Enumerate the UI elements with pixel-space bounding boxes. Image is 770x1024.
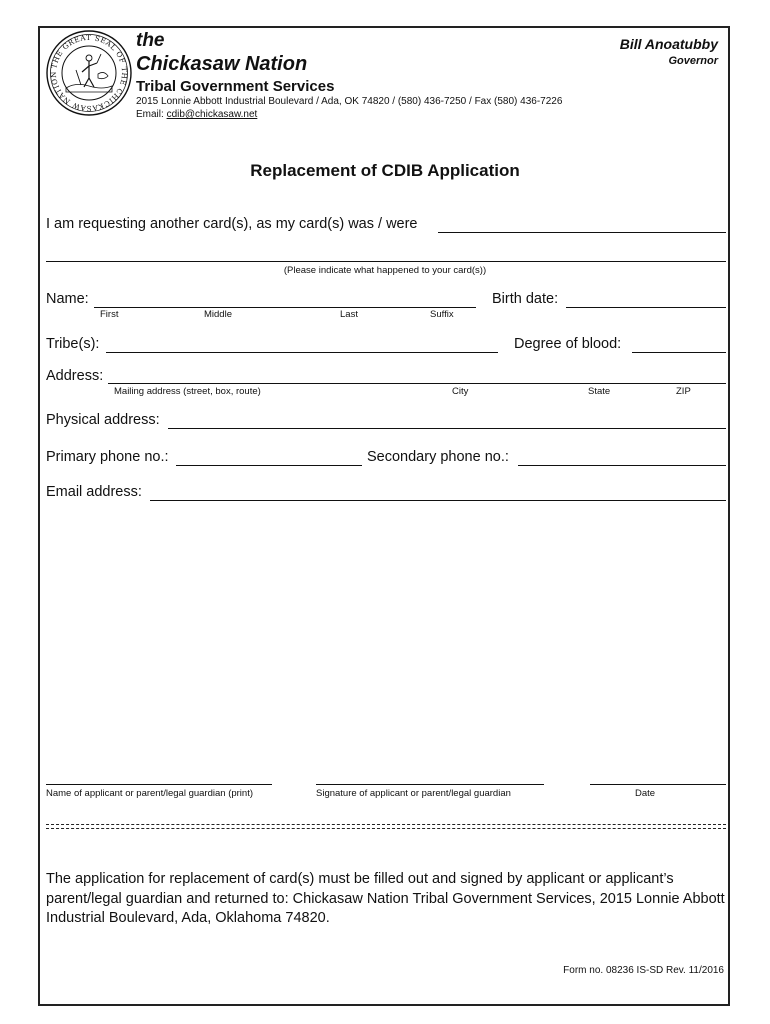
name-suffix-caption: Suffix: [430, 309, 454, 320]
request-reason-field[interactable]: [438, 232, 726, 233]
email-link[interactable]: cdib@chickasaw.net: [166, 109, 258, 120]
birth-date-field[interactable]: [566, 307, 726, 308]
applicant-name-print-field[interactable]: [46, 784, 272, 785]
address-state-caption: State: [588, 386, 611, 397]
signature-date-caption: Date: [634, 788, 656, 799]
name-first-caption: First: [100, 309, 119, 320]
header-email-line: [136, 109, 257, 120]
chickasaw-seal-logo: [46, 30, 132, 116]
birth-date-label: Birth date:: [492, 291, 559, 307]
header-the: the: [136, 30, 165, 51]
applicant-name-print-caption: Name of applicant or parent/legal guardian (print): [46, 788, 254, 799]
applicant-signature-caption: Signature of applicant or parent/legal guardian: [316, 788, 511, 799]
address-mailing-caption: Mailing address (street, box, route): [114, 386, 261, 397]
request-reason-field-2[interactable]: [46, 261, 726, 262]
address-field[interactable]: [108, 383, 726, 384]
name-last-caption: Last: [340, 309, 358, 320]
governor-title: Governor: [668, 55, 718, 67]
address-zip-caption: ZIP: [676, 386, 691, 397]
name-middle-caption: Middle: [204, 309, 232, 320]
header-address: 2015 Lonnie Abbott Industrial Boulevard / Ada, OK 74820 / (580) 436-7250 / Fax (580) 436-7226: [136, 96, 563, 107]
return-instructions: The application for replacement of card(s) must be filled out and signed by applicant or applicant’s parent/legal guardian and returned to: Chickasaw Nation Tribal Government Services, 2015 Lonnie Abbott Industrial Boulevard, Ada, Oklahoma 74820.: [46, 871, 725, 926]
primary-phone-label: Primary phone no.:: [46, 449, 169, 465]
physical-address-field[interactable]: [168, 428, 726, 429]
form-title: Replacement of CDIB Application: [250, 161, 520, 180]
applicant-signature-field[interactable]: [316, 784, 544, 785]
email-address-field[interactable]: [150, 500, 726, 501]
degree-of-blood-label: Degree of blood:: [514, 336, 622, 352]
signature-date-field[interactable]: [590, 784, 726, 785]
tribes-field[interactable]: [106, 352, 498, 353]
primary-phone-field[interactable]: [176, 465, 362, 466]
header-nation-name: Chickasaw Nation: [136, 53, 308, 75]
email-label: Email:: [136, 109, 167, 120]
secondary-phone-field[interactable]: [518, 465, 726, 466]
request-label: I am requesting another card(s), as my card(s) was / were: [46, 216, 418, 232]
address-label: Address:: [46, 368, 104, 384]
name-label: Name:: [46, 291, 89, 307]
request-hint: (Please indicate what happened to your card(s)): [283, 265, 487, 276]
governor-name: Bill Anoatubby: [619, 36, 718, 52]
name-field[interactable]: [94, 307, 476, 308]
physical-address-label: Physical address:: [46, 412, 160, 428]
secondary-phone-label: Secondary phone no.:: [367, 449, 509, 465]
tribes-label: Tribe(s):: [46, 336, 100, 352]
header-department: Tribal Government Services: [136, 78, 335, 95]
email-address-label: Email address:: [46, 484, 142, 500]
address-city-caption: City: [452, 386, 469, 397]
degree-of-blood-field[interactable]: [632, 352, 726, 353]
form-number: Form no. 08236 IS-SD Rev. 11/2016: [563, 965, 724, 976]
svg-text:THE GREAT SEAL OF THE CHICKASA: THE GREAT SEAL OF THE CHICKASAW NATION: [48, 32, 130, 114]
double-rule-separator: [46, 824, 726, 829]
